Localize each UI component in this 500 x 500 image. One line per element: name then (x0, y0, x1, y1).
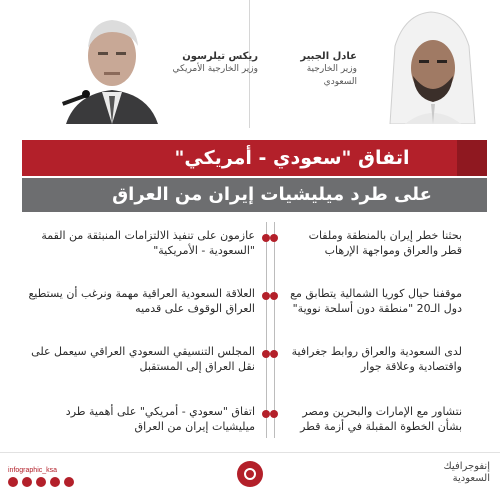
portrait-right (375, 6, 487, 124)
right-person-title: وزير الخارجية السعودي (306, 64, 357, 87)
right-statement-1: بحثنا خطر إيران بالمنطقة وملفات قطر والعراق ومواجهة الإرهاب (308, 229, 462, 257)
snapchat-icon[interactable] (36, 477, 46, 487)
social-handle[interactable]: infographic_ksa (8, 467, 58, 474)
title-bar-secondary (22, 178, 487, 212)
twitter-icon[interactable] (8, 477, 18, 487)
right-person-info (275, 50, 357, 89)
title-line-2: على طرد ميليشيات إيران من العراق (112, 184, 432, 205)
header (0, 0, 500, 128)
left-column-line (266, 222, 267, 438)
right-statement-3: لدى السعودية والعراق روابط جغرافية واقتصادية وعلاقة جوار (291, 345, 462, 373)
left-person-title: وزير الخارجية الأمريكي (172, 64, 258, 74)
right-statement-4: نتشاور مع الإمارات والبحرين ومصر بشأن الخطوة المقبلة في أزمة قطر (300, 405, 462, 433)
left-person-name: ريكس تيلرسون (182, 51, 258, 62)
title-bar-primary (22, 140, 487, 176)
title-line-1: اتفاق "سعودي - أمريكي" (174, 147, 410, 169)
left-statement-1: عازمون على تنفيذ الالتزامات المنبثقة من القمة "السعودية - الأمريكية" (41, 229, 255, 257)
brand-line-2: السعودية (452, 473, 490, 484)
bullet-dot-icon (270, 234, 278, 242)
facebook-icon[interactable] (64, 477, 74, 487)
brand-line-1: إنفوجرافيك (443, 461, 490, 472)
bullet-dot-icon (262, 350, 270, 358)
brand-name (405, 461, 490, 485)
instagram-icon[interactable] (22, 477, 32, 487)
bullet-dot-icon (270, 410, 278, 418)
bullet-dot-icon (262, 292, 270, 300)
right-statement-2: موقفنا حيال كوريا الشمالية يتطابق مع دول الـ20 "منطقة دون أسلحة نووية" (290, 287, 462, 315)
left-statement-2: العلاقة السعودية العراقية مهمة ونرغب أن يستطيع العراق الوقوف على قدميه (28, 287, 255, 315)
publisher-logo-icon (237, 461, 263, 487)
youtube-icon[interactable] (50, 477, 60, 487)
footer (0, 452, 500, 500)
bullet-dot-icon (262, 410, 270, 418)
title-accent (457, 140, 487, 176)
right-column-line (274, 222, 275, 438)
left-statement-4: اتفاق "سعودي - أمريكي" على أهمية طرد ميليشيات إيران من العراق (65, 405, 255, 433)
social-icons (8, 477, 74, 487)
bullet-dot-icon (270, 350, 278, 358)
right-person-name: عادل الجبير (300, 51, 357, 62)
portrait-left (56, 6, 168, 124)
left-person-info (170, 50, 258, 76)
bullet-dot-icon (262, 234, 270, 242)
bullet-dot-icon (270, 292, 278, 300)
left-statement-3: المجلس التنسيقي السعودي العراقي سيعمل على نقل العراق إلى المستقبل (31, 345, 255, 373)
